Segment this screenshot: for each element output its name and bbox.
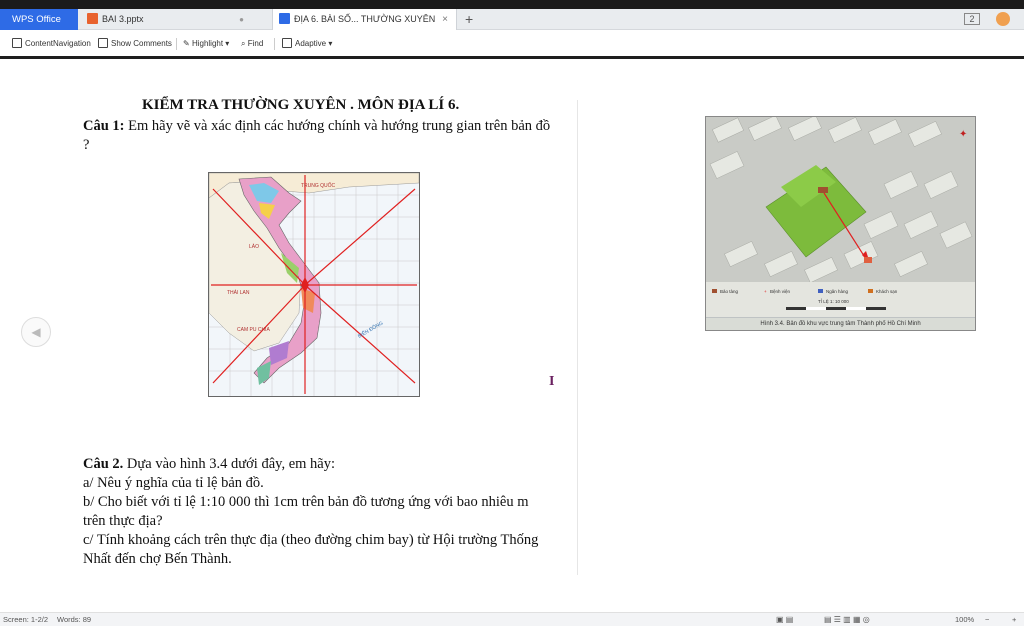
question-2-label: Câu 2. xyxy=(83,456,124,472)
map-label-sea: BIỂN ĐÔNG xyxy=(357,320,385,340)
tab-pptx-label: BAI 3.pptx xyxy=(102,14,144,24)
chevron-down-icon: ▾ xyxy=(326,39,333,48)
tab-pptx[interactable] xyxy=(80,9,270,30)
legend-hospital: Bệnh viện xyxy=(770,289,791,294)
sidebar-icon xyxy=(12,38,22,48)
user-avatar[interactable] xyxy=(996,12,1010,26)
window-count-badge[interactable]: 2 xyxy=(964,13,980,25)
tab-document[interactable] xyxy=(272,9,457,30)
tab-document-label: ĐỊA 6. BÀI SỐ... THƯỜNG XUYÊN xyxy=(294,14,436,24)
legend-museum: Bảo tàng xyxy=(720,289,739,294)
highlight-button[interactable] xyxy=(183,38,229,50)
city-map-caption: Hình 3.4. Bản đồ khu vực trung tâm Thành phố Hồ Chí Minh xyxy=(706,318,975,330)
adaptive-button[interactable] xyxy=(282,38,332,50)
question-1-text: Em hãy vẽ và xác định các hướng chính và hướng trung gian trên bản đồ ? xyxy=(83,118,551,153)
hospital-icon: + xyxy=(764,289,767,294)
zoom-out-icon[interactable]: − xyxy=(985,615,990,624)
tab-wps-office[interactable]: WPS Office xyxy=(0,9,78,30)
city-center-map-image xyxy=(705,116,976,331)
question-2-intro: Dựa vào hình 3.4 dưới đây, em hãy: xyxy=(126,456,336,472)
highlight-label: Highlight xyxy=(191,39,224,48)
compass-rose-icon: ✦ xyxy=(959,129,968,140)
tab-bar xyxy=(0,9,1024,30)
tab-status-dot-icon: ● xyxy=(239,15,244,24)
content-navigation-label: ContentNavigation xyxy=(25,39,91,48)
question-2b: b/ Cho biết với tỉ lệ 1:10 000 thì 1cm trên bản đồ tương ứng với bao nhiêu m trên thực địa? xyxy=(83,494,529,529)
question-2 xyxy=(83,455,553,569)
window-top-edge xyxy=(0,0,1024,9)
map-label-thailand: THÁI LAN xyxy=(227,290,250,296)
search-icon: ⌕ xyxy=(241,39,248,48)
view-mode-icon[interactable]: ▣ ▤ xyxy=(776,615,794,624)
question-2c: c/ Tính khoảng cách trên thực địa (theo đường chim bay) từ Hội trường Thống Nhất đến chợ Bến Thành. xyxy=(83,532,539,567)
adaptive-label: Adaptive xyxy=(295,39,327,48)
chevron-down-icon: ▾ xyxy=(223,39,230,48)
show-comments-label: Show Comments xyxy=(111,39,172,48)
toolbar-separator xyxy=(176,38,177,52)
find-label: Find xyxy=(247,39,264,48)
highlight-icon: ✎ xyxy=(183,39,192,48)
screen-indicator: Screen: 1-2/2 xyxy=(3,615,49,624)
toolbar-separator xyxy=(274,38,275,52)
map-label-laos: LÀO xyxy=(249,244,260,250)
text-cursor-icon: I xyxy=(549,374,555,389)
find-button[interactable] xyxy=(241,38,263,50)
previous-page-icon[interactable]: ◀ xyxy=(21,317,51,347)
document-title: KIỂM TRA THƯỜNG XUYÊN . MÔN ĐỊA LÍ 6. xyxy=(142,97,460,113)
page-divider xyxy=(577,100,578,575)
comment-icon xyxy=(98,38,108,48)
content-navigation-button[interactable] xyxy=(12,38,91,50)
legend-bank: Ngân hàng xyxy=(826,289,849,294)
vietnam-map-image xyxy=(208,172,420,397)
layout-icons[interactable]: ▤ ☰ ▥ ▦ ◎ xyxy=(824,615,870,624)
map-label-china: TRUNG QUỐC xyxy=(301,183,336,189)
document-page xyxy=(0,62,1024,610)
reading-toolbar xyxy=(0,31,1024,59)
legend-hotel: Khách sạn xyxy=(876,289,898,294)
question-2a: a/ Nêu ý nghĩa của tỉ lệ bản đồ. xyxy=(83,475,264,491)
presentation-file-icon xyxy=(87,13,98,24)
close-tab-icon[interactable]: × xyxy=(442,14,448,25)
zoom-in-icon[interactable]: + xyxy=(1012,615,1017,624)
status-bar xyxy=(0,612,1024,626)
question-1 xyxy=(83,117,553,155)
word-count: Words: 89 xyxy=(57,615,92,624)
show-comments-button[interactable] xyxy=(98,38,172,50)
zoom-level[interactable]: 100% xyxy=(955,615,975,624)
fit-page-icon xyxy=(282,38,292,48)
new-tab-button[interactable]: + xyxy=(465,11,474,27)
question-1-label: Câu 1: xyxy=(83,118,125,134)
document-file-icon xyxy=(279,13,290,24)
map-scale-text: TỈ LỆ 1: 10 000 xyxy=(818,299,849,304)
map-label-cambodia: CAM PU CHIA xyxy=(237,327,270,333)
